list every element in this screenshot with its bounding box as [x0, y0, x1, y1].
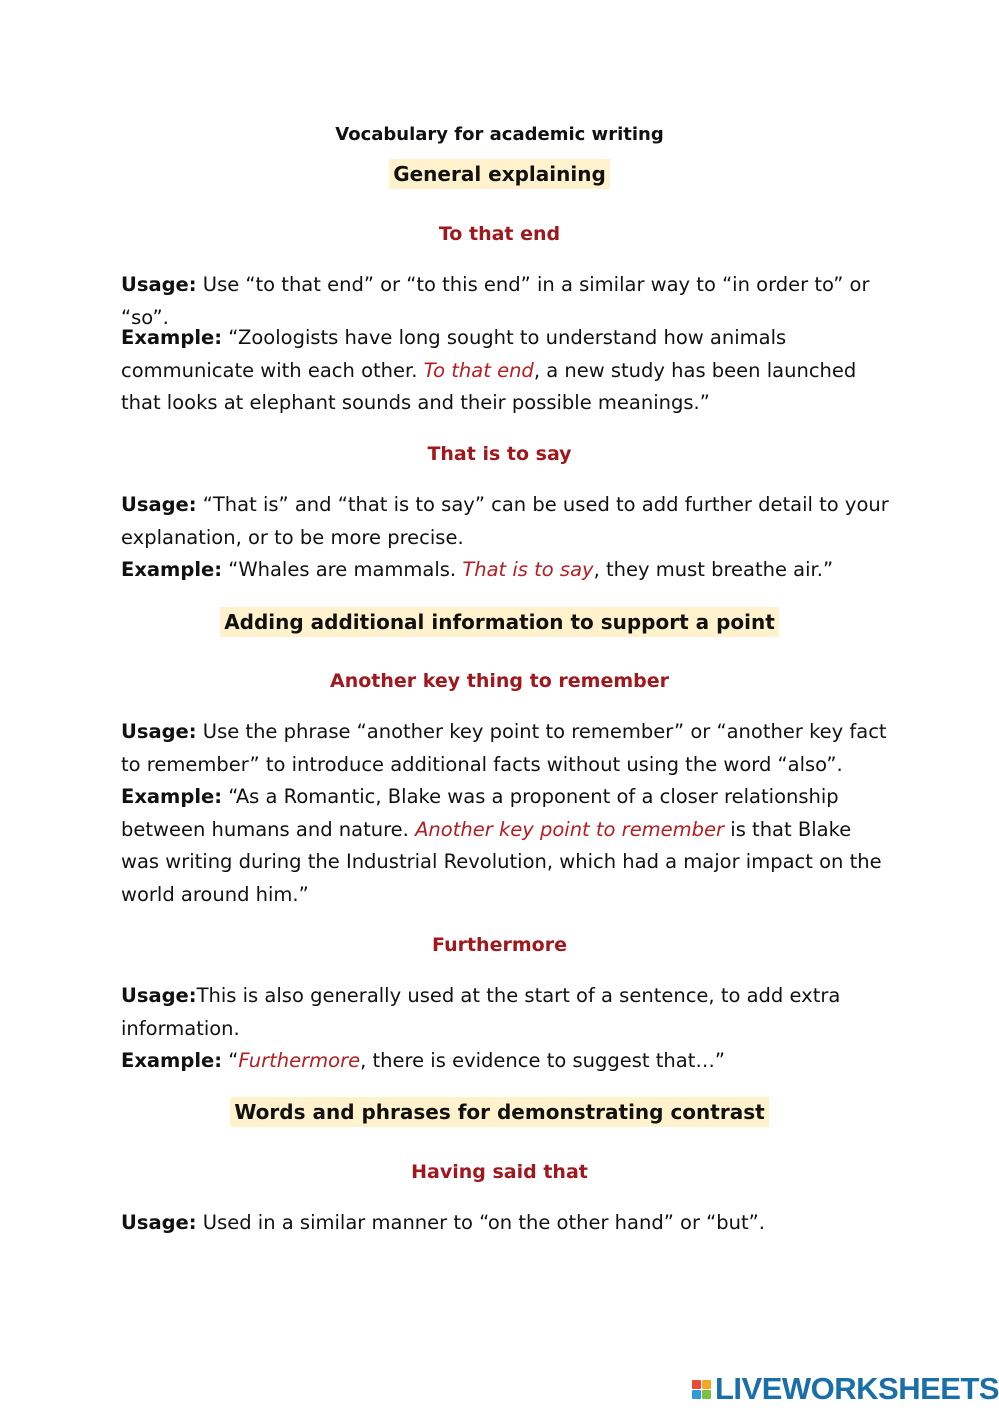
usage-label: Usage:: [121, 720, 197, 743]
logo-square: [692, 1380, 701, 1389]
term-to-that-end: To that end: [438, 223, 561, 245]
usage-label: Usage:: [121, 273, 197, 296]
usage-label: Usage:: [121, 984, 197, 1007]
usage-another-key-thing: [121, 716, 891, 911]
document-title: Vocabulary for academic writing: [335, 124, 664, 145]
logo-square: [692, 1390, 701, 1399]
usage-text: This is also generally used at the start of a sentence, to add extra information.: [121, 984, 841, 1040]
example-text-before: “Whales are mammals.: [222, 558, 463, 581]
section-heading-contrast: [0, 1100, 999, 1124]
usage-furthermore: [121, 980, 891, 1078]
example-label: Example:: [121, 558, 223, 581]
usage-that-is-to-say: [121, 489, 891, 587]
example-label: Example:: [121, 1049, 223, 1072]
usage-text: Use the phrase “another key point to remember” or “another key fact to remember” to introduce additional facts without using the word “also”.: [121, 720, 887, 776]
example-text-before: “As a Romantic, Blake was a proponent of a closer relationship between humans and nature.: [121, 785, 839, 841]
usage-label: Usage:: [121, 493, 197, 516]
section-heading-general: [0, 162, 999, 186]
section-heading-general-label: General explaining: [389, 159, 610, 189]
example-label: Example:: [121, 326, 223, 349]
liveworksheets-logo-icon: [692, 1380, 711, 1399]
usage-having-said-that: [121, 1207, 891, 1240]
example-highlight: Another key point to remember: [415, 817, 725, 841]
logo-square: [702, 1390, 711, 1399]
term-furthermore: Furthermore: [432, 934, 567, 956]
section-heading-contrast-label: Words and phrases for demonstrating contrast: [230, 1097, 768, 1127]
section-heading-adding: [0, 610, 999, 634]
term-having-said-that: Having said that: [411, 1161, 588, 1183]
example-highlight: To that end: [423, 358, 534, 382]
example-text-after: , there is evidence to suggest that…”: [360, 1049, 725, 1072]
term-that-is-to-say: That is to say: [427, 443, 572, 465]
term-another-key-thing: Another key thing to remember: [330, 670, 669, 692]
example-text-after: , they must breathe air.”: [593, 558, 834, 581]
example-text-after: , a new study has been launched that looks at elephant sounds and their possible meanings.”: [121, 358, 857, 414]
example-to-that-end: [121, 322, 891, 420]
example-label: Example:: [121, 785, 223, 808]
example-highlight: That is to say: [462, 558, 594, 581]
section-heading-adding-label: Adding additional information to support a point: [220, 607, 779, 637]
usage-text: Use “to that end” or “to this end” in a similar way to “in order to” or “so”.: [121, 273, 870, 329]
logo-text: LIVEWORKSHEETS: [715, 1371, 999, 1406]
example-text-after: is that Blake was writing during the Industrial Revolution, which had a major impact on the world around him.”: [121, 817, 882, 906]
example-text-before: “Zoologists have long sought to understand how animals communicate with each other.: [121, 326, 787, 382]
usage-label: Usage:: [121, 1211, 197, 1234]
logo-square: [702, 1380, 711, 1389]
liveworksheets-logo: [692, 1372, 999, 1406]
example-text-before: “: [222, 1049, 239, 1072]
usage-text: Used in a similar manner to “on the other hand” or “but”.: [196, 1211, 765, 1234]
usage-text: “That is” and “that is to say” can be used to add further detail to your explanation, or to be more precise.: [121, 493, 889, 549]
example-highlight: Furthermore: [238, 1049, 361, 1072]
